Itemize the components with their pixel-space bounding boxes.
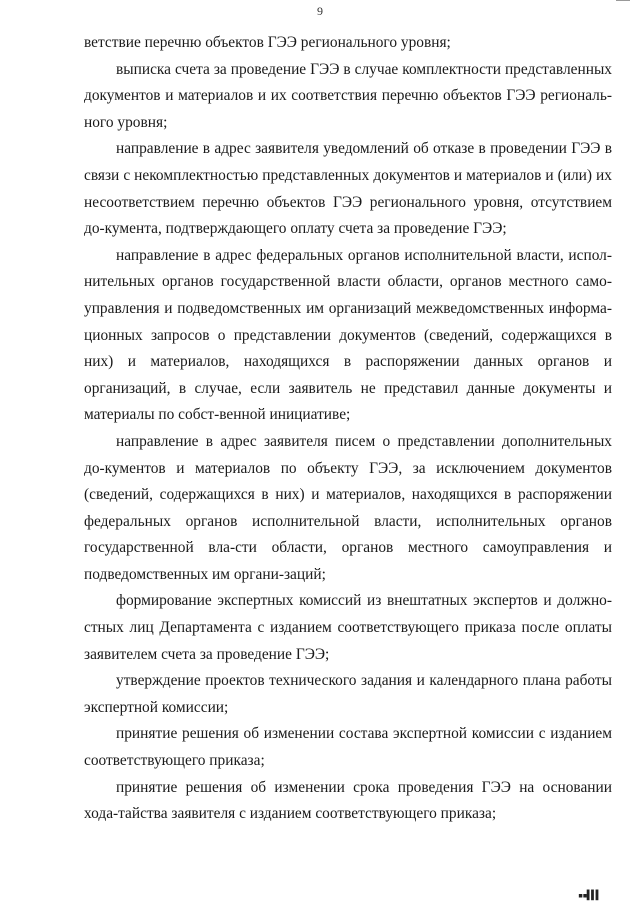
paragraph-commission-change: принятие решения об изменении состава экспертной комиссии с изданием соответствующего приказа;	[84, 725, 612, 770]
document-body	[84, 30, 612, 828]
paragraph-expert-commissions: формирование экспертных комиссий из внештатных экспертов и должно-стных лиц Департамента с изданием соответствующего приказа после оплаты заявителем счета за проведение ГЭЭ;	[84, 592, 612, 663]
paragraph-invoice: выписка счета за проведение ГЭЭ в случае комплектности представленных документов и материалов и их соответствия перечню объектов ГЭЭ региональ-ного уровня;	[84, 60, 612, 131]
scan-footer-mark: ▪▪▌▌▌	[577, 891, 600, 901]
paragraph-technical-task: утверждение проектов технического задания и календарного плана работы экспертной комиссии;	[84, 672, 612, 716]
paragraph-interagency-requests: направление в адрес федеральных органов исполнительной власти, испол-нительных органов государственной власти области, органов местного само-управления и подведомственных им организаций межведомственных информа-ционных запросов о представлении документов (сведений, содержащихся в них) и материалов, находящихся в распоряжении данных органов и организаций, в случае, если заявитель не представил данные документы и материалы по собст-венной инициативе;	[84, 246, 612, 424]
page-number: 9	[317, 4, 323, 18]
paragraph-refusal-notice: направление в адрес заявителя уведомлений об отказе в проведении ГЭЭ в связи с некомплектностью представленных документов и материалов и (или) их несоответствием перечню объектов ГЭЭ регионального уровня, отсутствием до-кумента, подтверждающего оплату счета за проведение ГЭЭ;	[84, 140, 612, 238]
paragraph-continuation: ветствие перечню объектов ГЭЭ регионального уровня;	[84, 34, 451, 51]
scan-corner-mark	[616, 0, 630, 1]
paragraph-additional-documents: направление в адрес заявителя писем о представлении дополнительных до-кументов и материалов по объекту ГЭЭ, за исключением документов (сведений, содержащихся в них) и материалов, находящихся в распоряжении федеральных органов исполнительной власти, исполнительных органов государственной вла-сти области, органов местного самоуправления и подведомственных им органи-заций;	[84, 432, 612, 583]
paragraph-term-change: принятие решения об изменении срока проведения ГЭЭ на основании хода-тайства заявителя с изданием соответствующего приказа;	[84, 778, 612, 823]
